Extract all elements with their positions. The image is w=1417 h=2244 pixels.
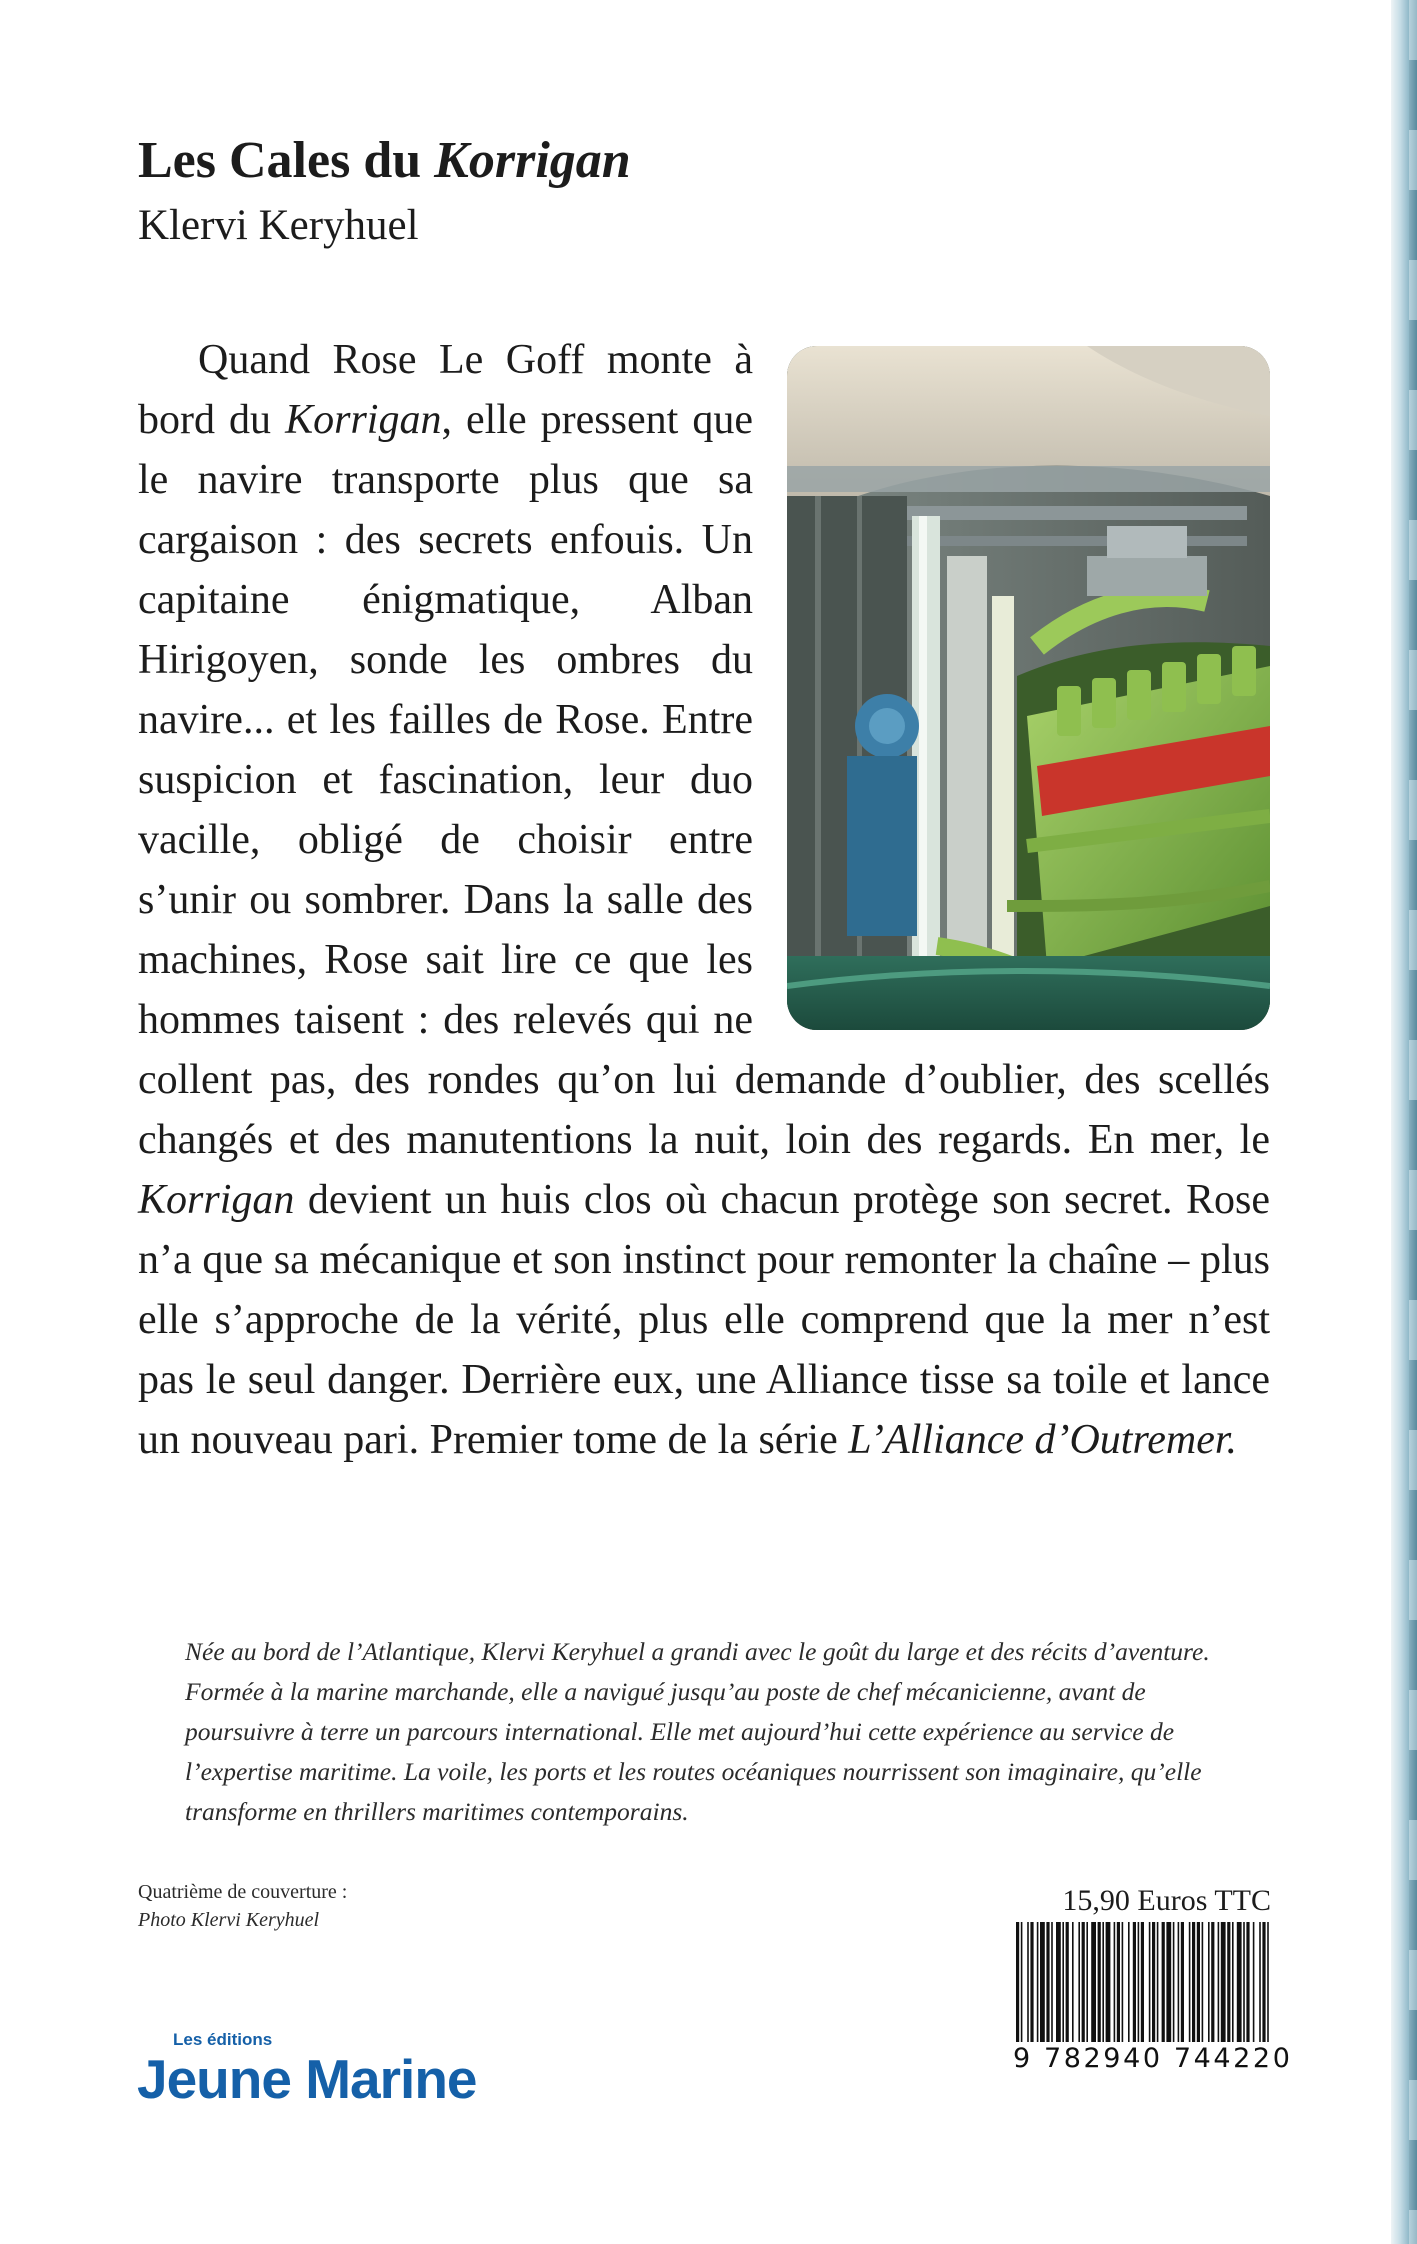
credit-line: Quatrième de couverture :	[138, 1881, 348, 1903]
isbn-barcode	[1013, 1922, 1293, 2076]
barcode-bar	[1166, 1922, 1171, 2048]
barcode-bar	[1102, 1922, 1104, 2048]
author-bio: Née au bord de l’Atlantique, Klervi Keryhuel a grandi avec le goût du large et des récits d’aventure. Formée à la marine marchande, elle a navigué jusqu’au poste de chef mécanicienne, avant de poursuivre à terre un parcours international. Elle met aujourd’hui cette expérience au service de l’expertise maritime. La voile, les ports et les routes océaniques nourrissent son imaginaire, qu’elle transforme en thrillers maritimes contemporains.	[185, 1637, 1210, 1826]
blurb-series-name: L’Alliance d’Outremer.	[848, 1417, 1238, 1463]
barcode-bar	[1208, 1922, 1210, 2048]
barcode-bar	[1246, 1922, 1249, 2048]
barcode-bar	[1178, 1922, 1180, 2048]
barcode-bar	[1040, 1922, 1045, 2048]
credit-photo: Photo Klervi Keryhuel	[138, 1909, 320, 1931]
barcode-bar	[1243, 1922, 1245, 2048]
barcode-bar	[1259, 1922, 1261, 2048]
barcode-bar	[1086, 1922, 1088, 2048]
barcode-bar	[1128, 1922, 1130, 2048]
barcode-bar	[1232, 1922, 1234, 2048]
barcode-bar	[1091, 1922, 1096, 2048]
book-title-italic: Korrigan	[434, 132, 631, 189]
publisher-logo	[137, 2030, 477, 2108]
barcode-bar	[1027, 1922, 1029, 2048]
barcode-bar	[1152, 1922, 1155, 2048]
publisher-name: Jeune Marine	[137, 2048, 477, 2110]
isbn-number: 9 782940 744220	[1013, 2043, 1293, 2074]
barcode-bar	[1221, 1922, 1226, 2048]
blurb-ship-name-1: Korrigan	[285, 397, 442, 443]
barcode-bar	[1181, 1922, 1184, 2048]
barcode-bar	[1117, 1922, 1120, 2048]
barcode-bar	[1138, 1922, 1140, 2048]
engine-room-illustration	[787, 346, 1270, 1030]
barcode-bar	[1237, 1922, 1242, 2048]
barcode-bar	[1062, 1922, 1064, 2048]
blurb-text-1: Quand Rose Le Goff monte à bord du	[138, 337, 753, 443]
publisher-prefix: Les éditions	[173, 2030, 273, 2049]
barcode-bar	[1078, 1922, 1080, 2048]
barcode-bar	[1066, 1922, 1069, 2048]
barcode-bar	[1046, 1922, 1049, 2048]
barcode-bar	[1227, 1922, 1230, 2048]
barcode-bar	[1189, 1922, 1191, 2048]
barcode-bar	[1157, 1922, 1159, 2048]
barcode-bar	[1051, 1922, 1053, 2048]
book-title-main: Les Cales du	[138, 132, 435, 189]
barcode-bar	[1262, 1922, 1265, 2048]
barcode-bar	[1173, 1922, 1175, 2048]
barcode-bar	[1141, 1922, 1144, 2048]
barcode-bar	[1098, 1922, 1101, 2048]
barcode-bar	[1122, 1922, 1124, 2048]
book-title	[138, 132, 631, 189]
barcode-bar	[1267, 1922, 1269, 2048]
barcode-bar	[1162, 1922, 1165, 2048]
cover-edge-strip	[1391, 0, 1417, 2244]
barcode-bar	[1072, 1922, 1074, 2048]
engine-room-photo	[787, 346, 1270, 1030]
barcode-bar	[1056, 1922, 1061, 2048]
barcode-bar	[1253, 1922, 1255, 2048]
barcode-bar	[1082, 1922, 1085, 2048]
barcode-bar	[1211, 1922, 1214, 2048]
barcode-bar	[1218, 1922, 1220, 2048]
blurb-text-3: devient un huis clos où chacun protège son secret. Rose n’a que sa mécanique et son instinct pour remonter la chaîne – plus elle s’approche de la vérité, plus elle comprend que la mer n’est pas le seul danger. Derrière eux, une Alliance tisse sa toile et lance un nouveau pari. Premier tome de la série	[138, 1177, 1270, 1463]
barcode-bar	[1149, 1922, 1151, 2048]
barcode-bar	[1037, 1922, 1039, 2048]
author-name: Klervi Keryhuel	[138, 202, 419, 249]
barcode-bar	[1030, 1922, 1033, 2048]
blurb-ship-name-2: Korrigan	[138, 1177, 295, 1223]
blurb-text-2: , elle pressent que le navire transporte plus que sa cargaison : des secrets enfouis. Un capitaine énigmatique, Alban Hirigoyen, sonde les ombres du navire... et les failles de Rose. Entre suspicion et fascination, leur duo vacille, obligé de choisir entre s’unir ou sombrer. Dans la salle des machines, Rose sait lire ce que les hommes taisent : des relevés qui ne collent pas, des rondes qu’on lui demande d’oublier, des scellés changés et des manutentions la nuit, loin des regards. En mer, le	[138, 397, 1270, 1163]
barcode-bar	[1133, 1922, 1136, 2048]
price-label: 15,90 Euros TTC	[1062, 1884, 1271, 1917]
photo-credit	[138, 1878, 347, 1934]
blurb	[138, 330, 1270, 1470]
